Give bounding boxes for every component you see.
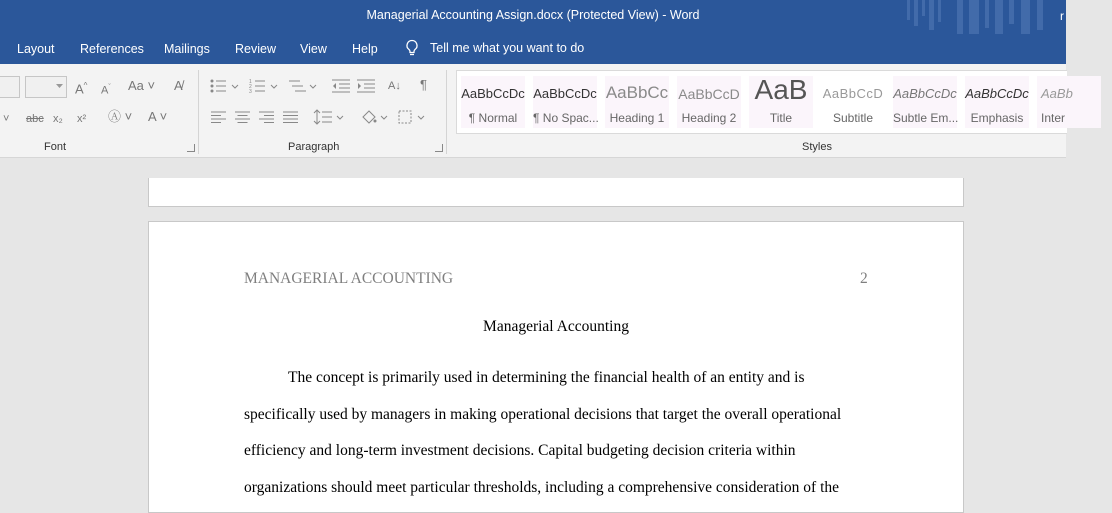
multilevel-list-icon[interactable] <box>288 79 318 93</box>
title-bar-decoration <box>905 0 1055 34</box>
ribbon-tabs <box>0 34 1066 64</box>
chevron-down-icon[interactable]: ˅ <box>3 113 10 125</box>
style-intense-emphasis[interactable] <box>1037 76 1101 128</box>
paragraph-line: specifically used by managers in making operational decisions that target the overall operational <box>244 406 842 423</box>
ribbon <box>0 64 1073 158</box>
style-title[interactable] <box>749 76 813 128</box>
decrease-indent-icon[interactable] <box>332 79 350 93</box>
style-preview: AaBbCcDc <box>965 86 1029 101</box>
paragraph-line: efficiency and long-term investment decisions. Capital budgeting decision criteria within <box>244 442 796 459</box>
font-dialog-launcher-icon[interactable] <box>187 144 195 152</box>
style-no-spacing[interactable] <box>533 76 597 128</box>
svg-text:1: 1 <box>249 79 252 85</box>
tab-review[interactable]: Review <box>235 42 276 56</box>
style-name: Heading 1 <box>609 111 665 125</box>
paragraph-group-label: Paragraph <box>288 141 340 153</box>
paragraph-dialog-launcher-icon[interactable] <box>435 144 443 152</box>
style-preview: AaBbCc <box>605 83 669 102</box>
style-name: Subtitle <box>832 111 874 125</box>
style-name: Title <box>769 111 793 125</box>
align-left-icon[interactable] <box>211 111 226 123</box>
font-name-combo[interactable] <box>0 76 20 98</box>
style-subtle-emphasis[interactable] <box>893 76 957 128</box>
style-preview: AaBbCcD <box>678 86 740 102</box>
tab-layout[interactable]: Layout <box>17 42 55 56</box>
borders-icon[interactable] <box>398 109 430 125</box>
grow-font-icon[interactable]: A^ <box>75 81 88 97</box>
increase-indent-icon[interactable] <box>357 79 375 93</box>
shading-icon[interactable] <box>360 109 390 125</box>
change-case-icon[interactable]: Aa ˅ <box>128 78 156 93</box>
style-preview: AaBbCcDc <box>533 86 597 101</box>
style-preview: AaBbCcDc <box>893 86 957 101</box>
style-emphasis[interactable] <box>965 76 1029 128</box>
clear-formatting-icon[interactable]: A̸ <box>174 78 183 93</box>
style-preview: AaBbCcD <box>822 86 884 101</box>
document-page[interactable] <box>148 221 964 513</box>
paragraph-line: The concept is primarily used in determining the financial health of an entity and is <box>288 369 805 386</box>
style-heading-2[interactable] <box>677 76 741 128</box>
paragraph-line: organizations should meet particular thresholds, including a comprehensive consideration of the <box>244 479 840 496</box>
style-name: Emphasis <box>970 111 1024 125</box>
document-title: Managerial Accounting <box>483 318 629 335</box>
font-color-icon[interactable]: A ˅ <box>148 109 168 124</box>
style-name: ¶ Normal <box>468 111 518 125</box>
svg-text:2: 2 <box>249 84 252 90</box>
show-formatting-marks-icon[interactable]: ¶ <box>420 77 427 92</box>
sort-icon[interactable]: A↓ <box>388 80 401 92</box>
tab-mailings[interactable]: Mailings <box>164 42 210 56</box>
superscript-icon[interactable]: x² <box>77 113 87 125</box>
justify-icon[interactable] <box>283 111 298 123</box>
style-normal[interactable] <box>461 76 525 128</box>
tell-me-search[interactable] <box>404 39 584 57</box>
strikethrough-icon[interactable]: abc <box>26 113 44 125</box>
previous-page <box>148 178 964 207</box>
styles-gallery <box>456 70 1073 134</box>
title-bar <box>0 0 1066 34</box>
lightbulb-icon <box>404 39 420 57</box>
style-heading-1[interactable] <box>605 76 669 128</box>
window-title: Managerial Accounting Assign.docx (Protected View) - Word <box>366 8 700 22</box>
line-spacing-icon[interactable] <box>314 109 344 125</box>
bullets-icon[interactable] <box>210 79 240 93</box>
style-preview: AaBb <box>1041 86 1073 101</box>
style-preview: AaBbCcDc <box>461 86 525 101</box>
chevron-down-icon <box>56 84 63 89</box>
numbering-icon[interactable] <box>249 79 279 93</box>
font-size-combo[interactable] <box>25 76 67 98</box>
style-name: ¶ No Spac... <box>533 111 599 125</box>
style-subtitle[interactable] <box>821 76 885 128</box>
tab-view[interactable]: View <box>300 42 327 56</box>
page-number: 2 <box>860 270 868 287</box>
style-name: Subtle Em... <box>893 111 959 125</box>
group-separator <box>446 70 447 154</box>
svg-text:3: 3 <box>249 89 252 95</box>
tab-help[interactable]: Help <box>352 42 378 56</box>
style-preview: AaB <box>754 74 808 105</box>
align-center-icon[interactable] <box>235 111 250 123</box>
subscript-icon[interactable]: x₂ <box>53 113 63 125</box>
account-initial[interactable]: r <box>1060 9 1064 23</box>
align-right-icon[interactable] <box>259 111 274 123</box>
style-name: Heading 2 <box>681 111 737 125</box>
font-group-label: Font <box>44 141 67 153</box>
styles-group-label: Styles <box>802 141 832 153</box>
shrink-font-icon[interactable]: $A^ˇ$ <box>101 84 111 97</box>
style-name: Inter <box>1041 111 1066 125</box>
tab-references[interactable]: References <box>80 42 144 56</box>
running-head: MANAGERIAL ACCOUNTING <box>244 270 454 287</box>
group-separator <box>198 70 199 154</box>
text-effects-icon[interactable]: Ⓐ ˅ <box>108 109 133 124</box>
tell-me-label: Tell me what you want to do <box>430 41 585 55</box>
